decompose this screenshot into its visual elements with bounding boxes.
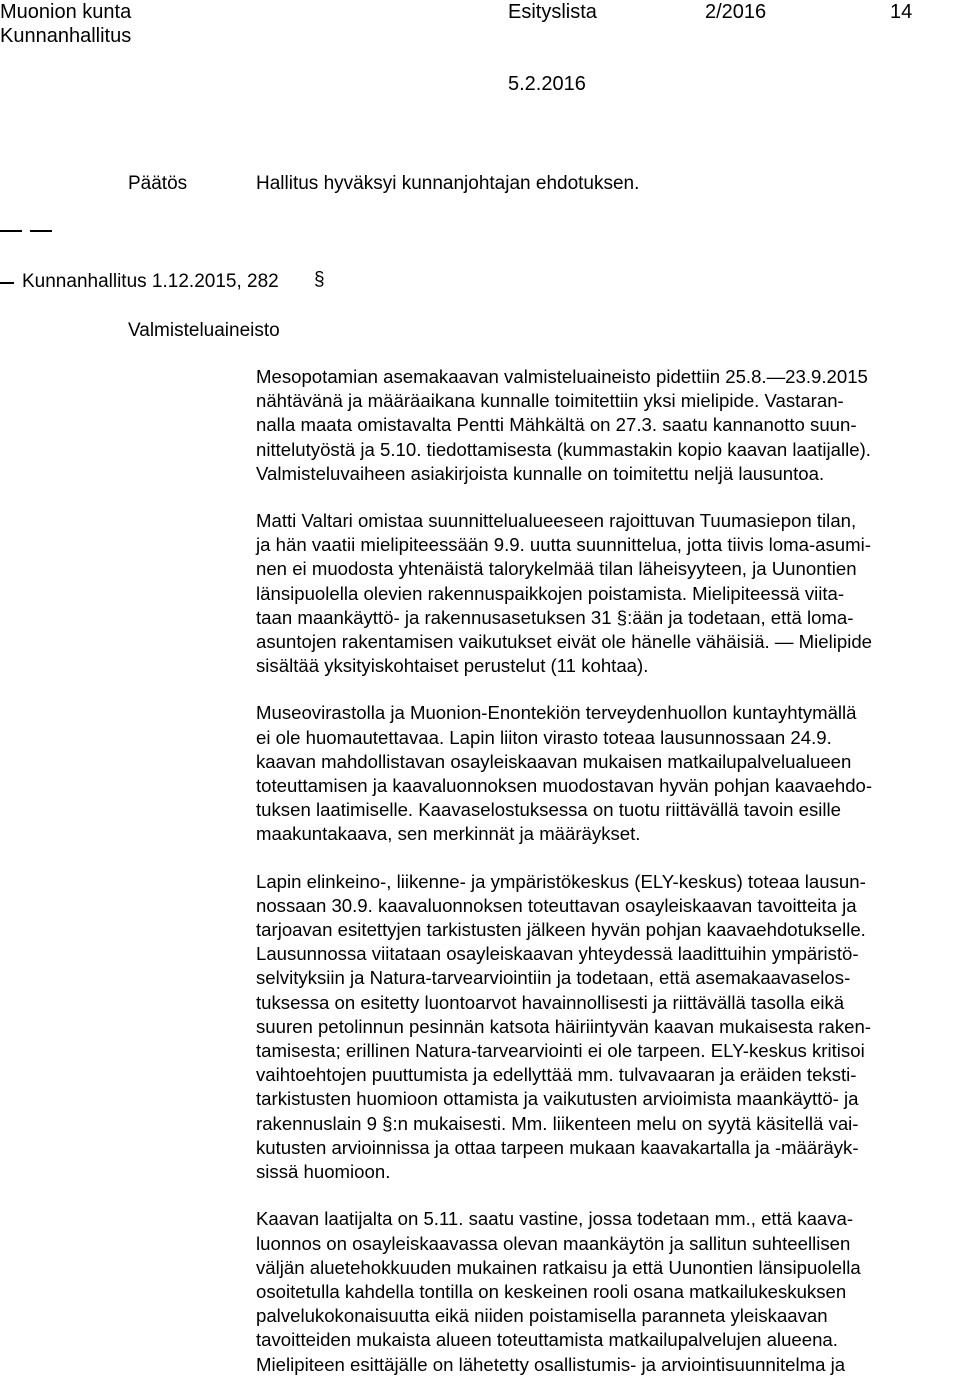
header-page-number: 14 <box>890 1 913 23</box>
body-text <box>256 365 956 1400</box>
paragraph <box>256 509 956 678</box>
text-line: länsipuolella olevien rakennuspaikkojen poistamista. Mielipiteessä viita- <box>256 582 845 604</box>
text-line: palvelukokonaisuutta eikä niiden poistamisella paranneta yleiskaavan <box>256 1305 828 1327</box>
text-line: nähtävänä ja määräaikana kunnalle toimitettiin yksi mielipide. Vastaran- <box>256 390 844 412</box>
text-line: väljän aluetehokkuuden mukainen ratkaisu ja että Uunontien länsipuolella <box>256 1256 861 1278</box>
text-line: Museovirastolla ja Muonion-Enontekiön terveydenhuollon kuntayhtymällä <box>256 702 857 724</box>
paragraph <box>256 870 956 1185</box>
text-line: kutusten arvioinnissa ja ottaa tarpeen mukaan kaavakartalla ja -määräyk- <box>256 1136 859 1158</box>
text-line: Mielipiteen esittäjälle on lähetetty osallistumis- ja arviointisuunnitelma ja <box>256 1353 846 1375</box>
text-line: taan maankäyttö- ja rakennusasetuksen 31 §:ään ja todetaan, että loma- <box>256 606 854 628</box>
text-line: maakuntakaava, sen merkinnät ja määräykset. <box>256 823 641 845</box>
text-line: ei ole huomautettavaa. Lapin liiton virasto toteaa lausunnossaan 24.9. <box>256 726 832 748</box>
text-line: tuksessa on esitetty luontoarvot havainnollisesti ja riittävällä tasolla eikä <box>256 991 845 1013</box>
section-symbol: § <box>314 269 325 290</box>
text-line: Mesopotamian asemakaavan valmisteluaineisto pidettiin 25.8.—23.9.2015 <box>256 366 868 387</box>
header-doc-type: Esityslista <box>508 1 597 23</box>
text-line: nen ei muodosta yhtenäistä talorykelmää tilan läheisyyteen, ja Uunontien <box>256 558 857 580</box>
header-date: 5.2.2016 <box>508 73 586 95</box>
paragraph <box>256 701 956 846</box>
section-heading: Valmisteluaineisto <box>128 320 280 341</box>
text-line: sissä huomioon. <box>256 1161 391 1183</box>
text-line: vaihtoehtojen puuttumista ja edellyttää mm. tulvavaaran ja eräiden teksti- <box>256 1064 857 1086</box>
text-line: Matti Valtari omistaa suunnittelualueeseen rajoittuvan Tuumasiepon tilan, <box>256 510 857 532</box>
text-line: selvityksiin ja Natura-tarvearviointiin ja todetaan, että asemakaavaselos- <box>256 967 851 989</box>
text-line: luonnos on osayleiskaavassa olevan maankäytön ja sallitun suhteellisen <box>256 1232 851 1254</box>
text-line: tarjoavan esitettyjen tarkistusten jälkeen hyvän pohjan kaavaehdotukselle. <box>256 919 866 941</box>
text-line: kaavan mahdollistavan osayleiskaavan mukaisen matkailupalvelualueen <box>256 750 852 772</box>
decision-text: Hallitus hyväksyi kunnanjohtajan ehdotuksen. <box>256 173 640 194</box>
text-line: toteuttamisen ja kaavaluonnoksen muodostavan hyvän pohjan kaavaehdo- <box>256 775 873 797</box>
separator-dash <box>30 230 52 232</box>
text-line: osoitetulla kahdella tontilla on keskeinen rooli osana matkailukeskuksen <box>256 1280 847 1302</box>
text-line: nittelutyöstä ja 5.10. tiedottamisesta (kummastakin kopio kaavan laatijalle). <box>256 438 871 460</box>
text-line: tavoitteiden mukaista alueen toteuttamista matkailupalvelujen alueena. <box>256 1329 838 1351</box>
text-line: tarkistusten huomioon ottamista ja vaikutusten arvioimista maankäyttö- ja <box>256 1088 859 1110</box>
text-line: ja hän vaatii mielipiteessään 9.9. uutta suunnittelua, jotta tiivis loma-asumi- <box>256 534 871 556</box>
text-line: Kaavan laatijalta on 5.11. saatu vastine, jossa todetaan mm., että kaava- <box>256 1208 854 1230</box>
text-line: tamisesta; erillinen Natura-tarvearviointi ei ole tarpeen. ELY-keskus kritisoi <box>256 1040 865 1062</box>
text-line: suuren petolinnun pesinnän katsota häiriintyvän kaavan mukaisesta raken- <box>256 1015 872 1037</box>
decision-label: Päätös <box>128 173 188 194</box>
header-body: Kunnanhallitus <box>0 25 132 47</box>
header-issue: 2/2016 <box>705 1 767 23</box>
text-line: rakennuslain 9 §:n mukaisesti. Mm. liikenteen melu on syytä käsitellä vai- <box>256 1112 859 1134</box>
text-line: Valmisteluvaiheen asiakirjoista kunnalle on toimitettu neljä lausuntoa. <box>256 462 825 484</box>
paragraph <box>256 1207 956 1376</box>
text-line: sisältää yksityiskohtaiset perustelut (11 kohtaa). <box>256 655 649 677</box>
text-line: Lapin elinkeino-, liikenne- ja ympäristökeskus (ELY-keskus) toteaa lausun- <box>256 870 866 892</box>
text-line: Lausunnossa viitataan osayleiskaavan yhteydessä laadittuihin ympäristö- <box>256 943 859 965</box>
reference-dash <box>0 282 14 284</box>
text-line: asuntojen rakentamisen vaikutukset eivät ole hänelle vähäisiä. — Mielipide <box>256 631 873 653</box>
text-line: tuksen laatimiselle. Kaavaselostuksessa on tuotu riittävällä tavoin esille <box>256 799 841 821</box>
paragraph <box>256 365 956 486</box>
separator-dash <box>0 230 22 232</box>
reference-line: Kunnanhallitus 1.12.2015, 282 <box>22 271 279 292</box>
header-org: Muonion kunta <box>0 1 132 23</box>
text-line: nossaan 30.9. kaavaluonnoksen toteuttavan osayleiskaavan tavoitteita ja <box>256 894 857 916</box>
text-line: nalla maata omistavalta Pentti Mähkältä on 27.3. saatu kannanotto suun- <box>256 414 857 436</box>
